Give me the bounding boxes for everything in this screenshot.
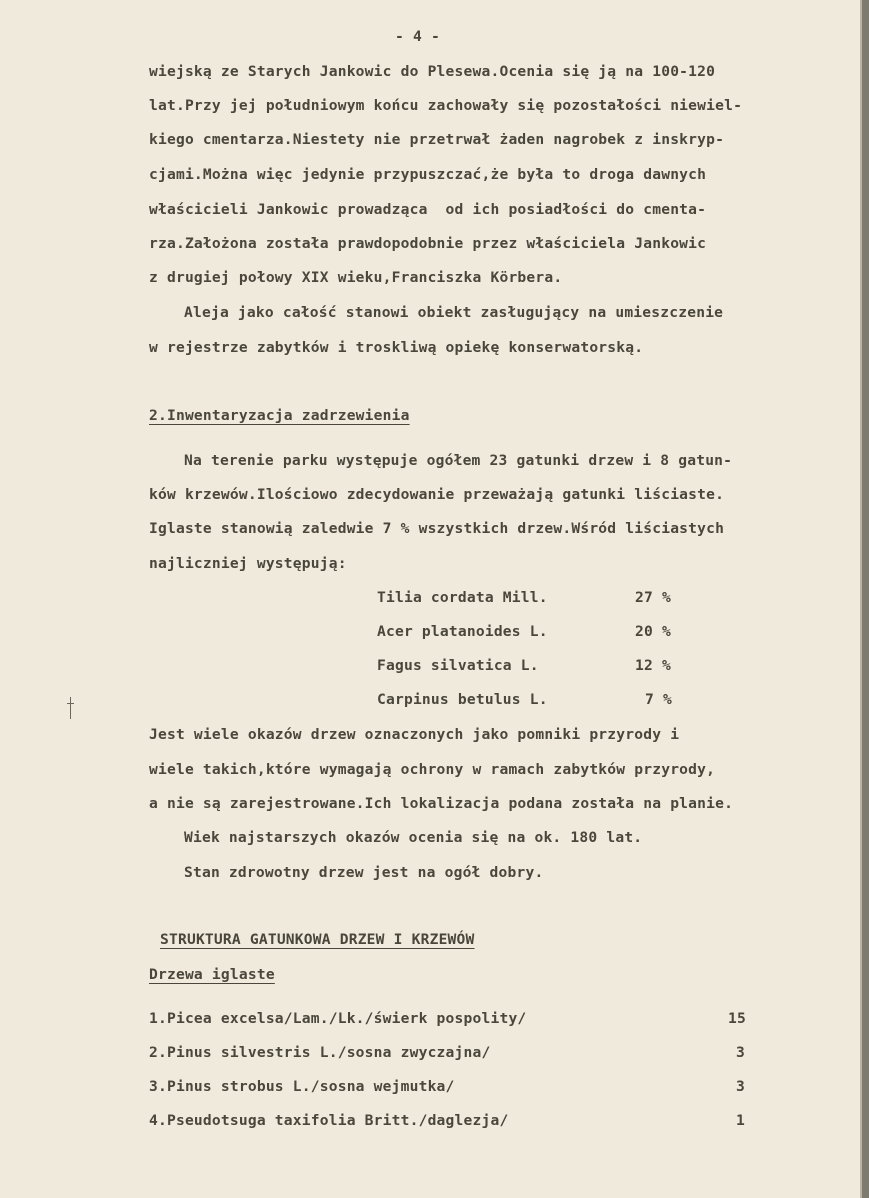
paragraph2-line-1: Aleja jako całość stanowi obiekt zasługujący na umieszczenie bbox=[184, 304, 724, 321]
paragraph1-line-6: rza.Założona została prawdopodobnie przez właściciela Jankowic bbox=[149, 235, 707, 252]
species-name: Acer platanoides L. bbox=[377, 623, 548, 640]
paragraph5-line-1: Wiek najstarszych okazów ocenia się na ok. 180 lat. bbox=[184, 829, 643, 846]
paragraph5-line-2: Stan zdrowotny drzew jest na ogół dobry. bbox=[184, 864, 544, 881]
species-percent: 20 % bbox=[635, 623, 671, 640]
paragraph1-line-4: cjami.Można więc jedynie przypuszczać,że była to droga dawnych bbox=[149, 166, 707, 183]
conifer-count: 1 bbox=[736, 1112, 745, 1129]
paragraph1-line-7: z drugiej połowy XIX wieku,Franciszka Körbera. bbox=[149, 269, 563, 286]
conifer-count: 15 bbox=[728, 1010, 746, 1027]
section2-heading: 2.Inwentaryzacja zadrzewienia bbox=[149, 407, 410, 424]
species-name: Tilia cordata Mill. bbox=[377, 589, 548, 606]
conifer-item: 2.Pinus silvestris L./sosna zwyczajna/ bbox=[149, 1044, 491, 1061]
paragraph4-line-1: Jest wiele okazów drzew oznaczonych jako pomniki przyrody i bbox=[149, 726, 680, 743]
conifer-item: 3.Pinus strobus L./sosna wejmutka/ bbox=[149, 1078, 455, 1095]
margin-tick-mark bbox=[70, 697, 71, 719]
structure-heading: STRUKTURA GATUNKOWA DRZEW I KRZEWÓW bbox=[160, 931, 475, 948]
paragraph1-line-3: kiego cmentarza.Niestety nie przetrwał żaden nagrobek z inskryp- bbox=[149, 131, 725, 148]
conifer-count: 3 bbox=[736, 1044, 745, 1061]
paragraph1-line-2: lat.Przy jej południowym końcu zachowały się pozostałości niewiel- bbox=[149, 97, 743, 114]
species-percent: 27 % bbox=[635, 589, 671, 606]
conifer-item: 1.Picea excelsa/Lam./Lk./świerk pospolity/ bbox=[149, 1010, 527, 1027]
species-name: Fagus silvatica L. bbox=[377, 657, 539, 674]
paragraph3-line-3: Iglaste stanowią zaledwie 7 % wszystkich drzew.Wśród liściastych bbox=[149, 520, 725, 537]
page-number: - 4 - bbox=[395, 28, 440, 45]
paragraph4-line-3: a nie są zarejestrowane.Ich lokalizacja podana została na planie. bbox=[149, 795, 734, 812]
page-edge bbox=[862, 0, 869, 1198]
conifer-count: 3 bbox=[736, 1078, 745, 1095]
paragraph3-line-4: najliczniej występują: bbox=[149, 555, 347, 572]
species-percent: 12 % bbox=[635, 657, 671, 674]
paragraph4-line-2: wiele takich,które wymagają ochrony w ramach zabytków przyrody, bbox=[149, 761, 716, 778]
paragraph3-line-1: Na terenie parku występuje ogółem 23 gatunki drzew i 8 gatun- bbox=[184, 452, 733, 469]
conifer-item: 4.Pseudotsuga taxifolia Britt./daglezja/ bbox=[149, 1112, 509, 1129]
paragraph3-line-2: ków krzewów.Ilościowo zdecydowanie przeważają gatunki liściaste. bbox=[149, 486, 725, 503]
paragraph2-line-2: w rejestrze zabytków i troskliwą opiekę konserwatorską. bbox=[149, 339, 644, 356]
species-percent: 7 % bbox=[645, 691, 672, 708]
species-name: Carpinus betulus L. bbox=[377, 691, 548, 708]
paragraph1-line-1: wiejską ze Starych Jankowic do Plesewa.Ocenia się ją na 100-120 bbox=[149, 63, 716, 80]
paragraph1-line-5: właścicieli Jankowic prowadząca od ich posiadłości do cmenta- bbox=[149, 201, 707, 218]
conifers-heading: Drzewa iglaste bbox=[149, 966, 275, 983]
